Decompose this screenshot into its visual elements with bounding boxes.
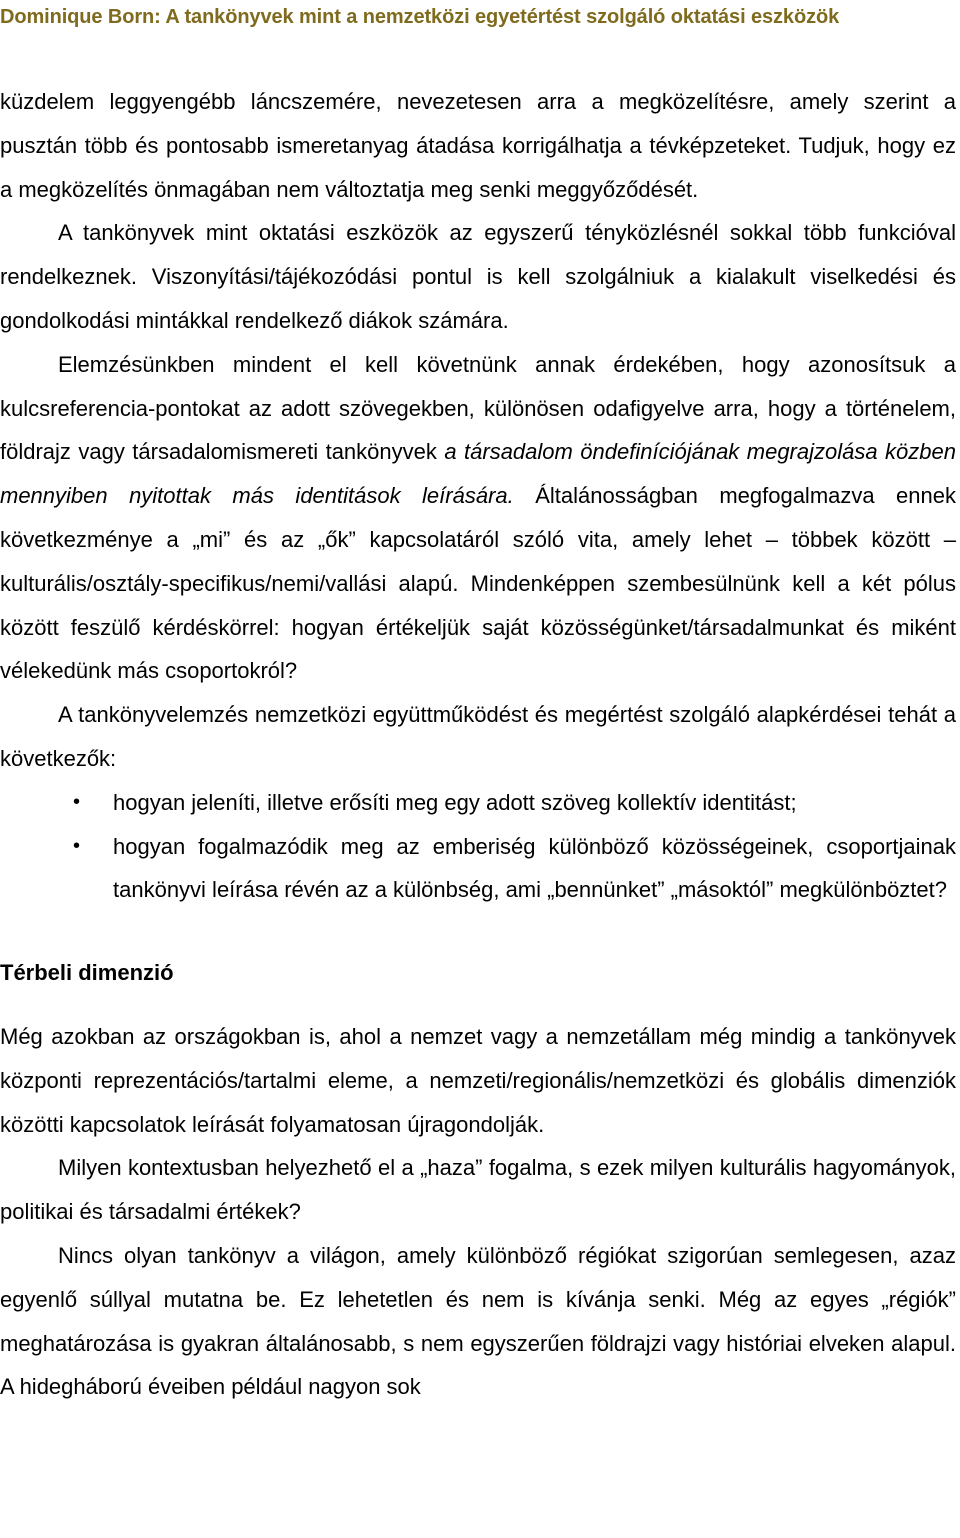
- paragraph-analysis: [0, 343, 956, 693]
- document-body: [0, 80, 956, 1409]
- bullet-icon: •: [73, 834, 81, 857]
- question-list: [0, 781, 956, 912]
- bullet-icon: •: [73, 790, 81, 813]
- paragraph-spatial-dimension: Még azokban az országokban is, ahol a nemzet vagy a nemzetállam még mindig a tankönyvek központi reprezentációs/tartalmi eleme, a nemzeti/regionális/nemzetközi és globális dimenziók közötti kapcsolatok leírását folyamatosan újragondolják.: [0, 1023, 956, 1137]
- paragraph-homeland-context: Milyen kontextusban helyezhető el a „haza” fogalma, s ezek milyen kulturális hagyományok, politikai és társadalmi értékek?: [0, 1155, 956, 1225]
- paragraph-continuation: küzdelem leggyengébb láncszemére, nevezetesen arra a megközelítésre, amely szerint a pusztán több és pontosabb ismeretanyag átadása korrigálhatja a tévképzeteket. Tudjuk, hogy ez a megközelítés önmagában nem változtatja meg senki meggyőződését.: [0, 89, 956, 202]
- analysis-text-b: Általánosságban megfogalmazva ennek következménye a „mi” és az „ők” kapcsolatáról szóló vita, amely lehet – többek között – kulturális/osztály-specifikus/nemi/vallási alapú. Mindenképpen szembesülnünk kell a két pólus között feszülő kérdéskörrel: hogyan értékeljük saját közösségünket/társadalmunkat és miként vélekedünk más csoportokról?: [0, 483, 957, 684]
- analysis-text-italic: a társadalom öndefiníciójának megrajzolása közben mennyiben nyitottak más identitások leírására.: [0, 439, 956, 509]
- analysis-text-a: Elemzésünkben mindent el kell követnünk annak érdekében, hogy azonosítsuk a kulcsreferencia-pontokat az adott szövegekben, különösen odafigyelve arra, hogy a történelem, földrajz vagy társadalomismereti tankönyvek: [0, 351, 956, 465]
- list-item-text: hogyan fogalmazódik meg az emberiség különböző közösségeinek, csoportjainak tankönyvi leírása révén az a különbség, ami „bennünket” „másoktól” megkülönböztet?: [113, 833, 956, 903]
- paragraph-key-questions: A tankönyvelemzés nemzetközi együttműködést és megértést szolgáló alapkérdései tehát a következők:: [0, 702, 956, 771]
- paragraph-textbook-functions: A tankönyvek mint oktatási eszközök az egyszerű tényközlésnél sokkal több funkcióval rendelkeznek. Viszonyítási/tájékozódási pontul is kell szolgálniuk a kialakult viselkedési és gondolkodási mintákkal rendelkező diákok számára.: [0, 220, 956, 333]
- list-item-text: hogyan jeleníti, illetve erősíti meg egy adott szöveg kollektív identitást;: [113, 789, 797, 815]
- list-item: [0, 825, 956, 913]
- list-item: [0, 781, 956, 825]
- section-heading: Térbeli dimenzió: [0, 960, 174, 986]
- running-header: Dominique Born: A tankönyvek mint a nemzetközi egyetértést szolgáló oktatási eszközök: [0, 6, 840, 28]
- paragraph-regions: Nincs olyan tankönyv a világon, amely különböző régiókat szigorúan semlegesen, azaz egyenlő súllyal mutatna be. Ez lehetetlen és nem is kívánja senki. Még az egyes „régiók” meghatározása is gyakran általánosabb, s nem egyszerűen földrajzi vagy históriai elveken alapul. A hidegháború éveiben például nagyon sok: [0, 1242, 956, 1400]
